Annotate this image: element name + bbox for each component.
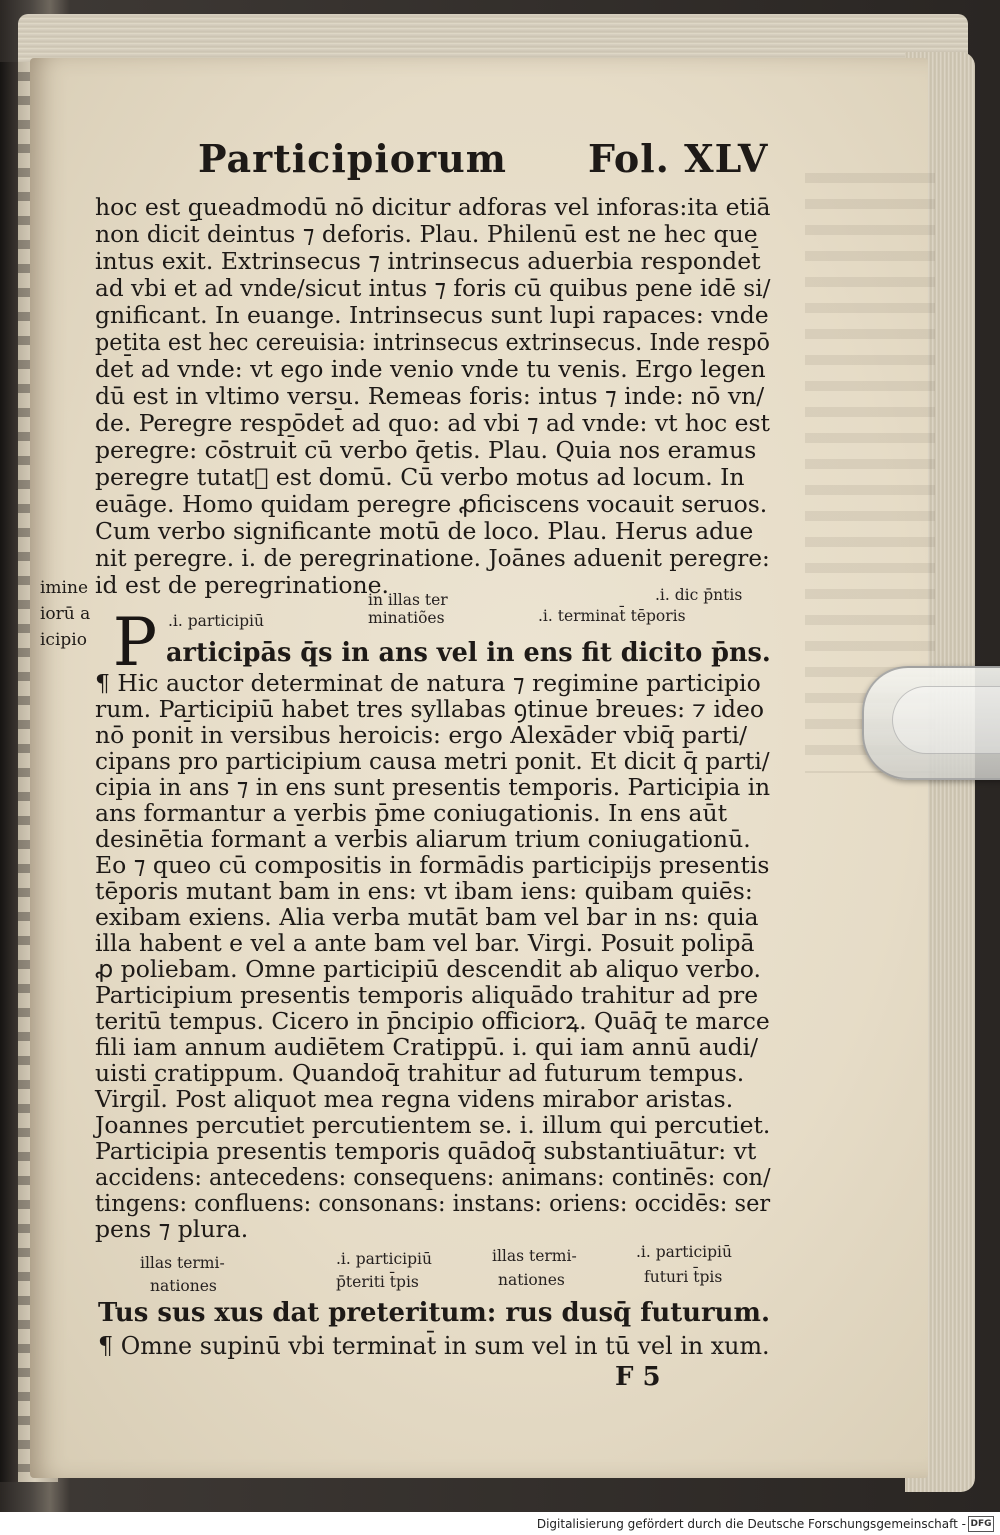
text-line: nit peregre. i. de peregrinatione. Joānes aduenit peregre: [95,544,770,572]
text-line: peregre tutat᷒ est domū. Cū verbo motus ad locum. In [95,463,745,491]
interlinear-gloss: illas termi- [492,1247,577,1265]
commentary-line: ans formantur a verbis p̄me coniugationis. In ens aūt [95,799,728,827]
footer-credit: Digitalisierung gefördert durch die Deutsche Forschungsgemeinschaft - [536,1517,966,1531]
running-title: Participiorum [198,136,507,181]
text-line: intus exit. Extrinsecus ⁊ intrinsecus aduerbia respondet̄ [95,247,761,275]
interlinear-gloss: minatiões [368,609,445,627]
text-line: gnificant. In euange. Intrinsecus sunt lupi rapaces: vnde [95,301,769,329]
interlinear-gloss: futuri t̄pis [644,1268,723,1286]
commentary-line: pens ⁊ plura. [95,1215,249,1243]
verse-line: Tus sus xus dat preteritum: rus dusq̄ futurum. [98,1298,770,1328]
commentary-line: teritū tempus. Cicero in p̄ncipio officiorꝝ. Quāq̄ te marce [95,1007,770,1035]
text-line: euāge. Homo quidam peregre ꝓficiscens vocauit seruos. [95,490,768,518]
text-line: ad vbi et ad vnde/sicut intus ⁊ foris cū quibus pene idē si/ [95,274,771,302]
interlinear-gloss: .i. terminat̄ tēporis [538,607,686,625]
footer-bar [0,1512,1000,1535]
commentary-line: desinētia formant̄ a verbis aliarum trium coniugationū. [95,825,751,853]
commentary-line: Participia presentis temporis quādoq̄ substantiuātur: vt [95,1137,757,1165]
text-line: ¶ Omne supinū vbi terminat̄ in sum vel in tū vel in xum. [98,1332,770,1360]
interlinear-gloss: .i. participiū [636,1243,732,1261]
commentary-line: Eo ⁊ queo cū compositis in formādis participijs presentis [95,851,770,879]
commentary-line: cipans pro participium causa metri ponit. Et dicit q̄ parti/ [95,747,770,775]
interlinear-gloss: .i. dic p̄ntis [655,586,743,604]
interlinear-gloss: .i. participiū [168,612,264,630]
folio-number: Fol. XLV [588,136,769,181]
commentary-line: tēporis mutant bam in ens: vt ibam iens: quibam quiēs: [95,877,753,905]
commentary-line: tingens: confluens: consonans: instans: oriens: occidēs: ser [95,1189,771,1217]
page-clip-window [892,686,1000,754]
commentary-line: nō ponit̄ in versibus heroicis: ergo Alexāder vbiq̄ parti/ [95,721,748,749]
commentary-line: fili iam annum audiētem Cratippū. i. qui iam annū audi/ [95,1033,759,1061]
text-line: petita est hec cereuisia: intrinsecus extrinsecus. Inde respō [95,328,770,356]
interlinear-gloss: nationes [498,1271,565,1289]
commentary-line: ꝓ poliebam. Omne participiū descendit ab aliquo verbo. [95,955,761,983]
text-line: det̄ ad vnde: vt ego inde venio vnde tu venis. Ergo legen [95,355,766,383]
commentary-line: illa habent e vel a ante bam vel bar. Virgi. Posuit polipā [95,929,755,957]
commentary-line: Joannes percutiet percutientem se. i. illum qui percutiet. [95,1111,771,1139]
commentary-line: uisti cratippum. Quandoq̄ trahitur ad futurum tempus. [95,1059,745,1087]
interlinear-gloss: nationes [150,1277,217,1295]
interlinear-gloss: .i. participiū [336,1250,432,1268]
text-line: hoc est queadmodū nō dicitur adforas vel inforas:ita etiā [95,193,771,221]
verse-line: articipās q̄s in ans vel in ens fit dicito p̄ns. [166,638,771,668]
commentary-line: cipia in ans ⁊ in ens sunt presentis temporis. Participia in [95,773,771,801]
text-line: id est de peregrinatione. [95,571,389,599]
interlinear-gloss: p̄teriti t̄pis [336,1273,419,1291]
text-line: peregre: cōstruit̄ cū verbo q̄etis. Plau. Quia nos eramus [95,436,757,464]
signature-mark: F 5 [615,1362,661,1392]
interlinear-gloss: illas termi- [140,1254,225,1272]
dfg-logo: DFG [968,1516,994,1532]
decorated-initial: P [112,604,158,681]
commentary-line: ¶ Hic auctor determinat de natura ⁊ regimine participio [95,669,761,697]
commentary-line: exibam exiens. Alia verba mutāt bam vel bar in ns: quia [95,903,759,931]
margin-note-fragment: iorū a [40,604,91,624]
binding-shadow [0,62,18,1482]
commentary-line: rum. Participiū habet tres syllabas ꝯtinue breues: ⁊ ideo [95,695,765,723]
text-line: Cum verbo significante motū de loco. Plau. Herus adue [95,517,754,545]
commentary-line: accidens: antecedens: consequens: animans: continēs: con/ [95,1163,771,1191]
commentary-line: Participium presentis temporis aliquādo trahitur ad pre [95,981,759,1009]
page-clip [862,666,1000,780]
margin-note-fragment: icipio [40,630,87,650]
text-line: de. Peregre respōdet̄ ad quo: ad vbi ⁊ ad vnde: vt hoc est [95,409,770,437]
text-line: non dicit̄ deintus ⁊ deforis. Plau. Philenū est ne hec que [95,220,758,248]
commentary-line: Virgil̄. Post aliquot mea regna videns mirabor aristas. [95,1085,734,1113]
interlinear-gloss: in illas ter [368,591,448,609]
text-line: dū est in vltimo versu. Remeas foris: intus ⁊ inde: nō vn/ [95,382,765,410]
margin-note-fragment: imine [40,578,89,598]
